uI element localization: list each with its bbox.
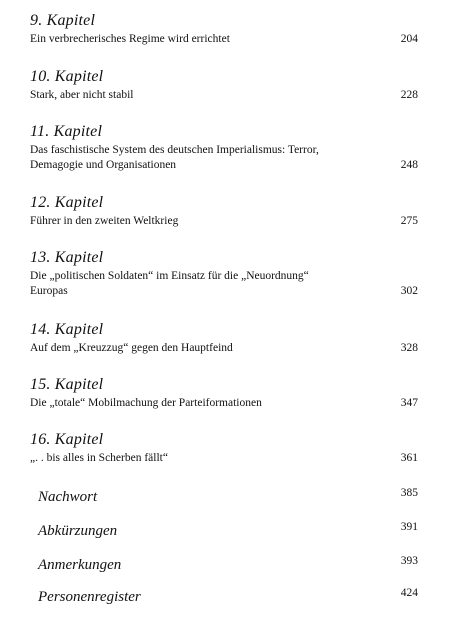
- toc-entry-anmerkungen: [38, 556, 418, 576]
- toc-entry-personenregister: [38, 588, 418, 608]
- chapter-title-line: Auf dem „Kreuzzug“ gegen den Hauptfeind: [30, 342, 233, 354]
- toc-entry-chapter-13: [30, 249, 418, 299]
- chapter-heading: 16. Kapitel: [30, 431, 104, 448]
- toc-entry-chapter-10: [30, 68, 418, 103]
- chapter-heading: 11. Kapitel: [30, 123, 103, 140]
- toc-entry-chapter-9: [30, 12, 418, 47]
- chapter-title-line: Die „totale“ Mobilmachung der Parteiformationen: [30, 397, 262, 409]
- chapter-title-line: „. . bis alles in Scherben fällt“: [30, 452, 168, 464]
- chapter-title-line: Demagogie und Organisationen: [30, 159, 177, 171]
- chapter-heading: 13. Kapitel: [30, 249, 104, 266]
- page-number: 361: [400, 452, 418, 464]
- page-number: 275: [400, 215, 418, 227]
- chapter-title-line: Stark, aber nicht stabil: [30, 89, 134, 101]
- page-number: 328: [400, 342, 418, 354]
- chapter-heading: 10. Kapitel: [30, 68, 104, 85]
- chapter-heading: 9. Kapitel: [30, 12, 96, 29]
- chapter-heading: 15. Kapitel: [30, 376, 104, 393]
- page-number: 347: [400, 397, 418, 409]
- chapter-title-line: Europas: [30, 285, 68, 297]
- chapter-title-line: Die „politischen Soldaten“ im Einsatz für die „Neuordnung“: [30, 270, 309, 282]
- toc-entry-chapter-16: [30, 431, 418, 466]
- page-number: 424: [400, 587, 418, 599]
- page-number: 228: [400, 89, 418, 101]
- toc-entry-chapter-12: [30, 194, 418, 229]
- page-number: 248: [400, 159, 418, 171]
- back-matter-label: Anmerkungen: [38, 557, 122, 573]
- back-matter-label: Abkürzungen: [38, 523, 118, 539]
- chapter-title-line: Das faschistische System des deutschen Imperialismus: Terror,: [30, 144, 319, 156]
- page-number: 391: [400, 521, 418, 533]
- page-number: 393: [400, 555, 418, 567]
- toc-entry-nachwort: [38, 488, 418, 508]
- page-number: 302: [400, 285, 418, 297]
- chapter-title-line: Führer in den zweiten Weltkrieg: [30, 215, 179, 227]
- back-matter-label: Nachwort: [38, 489, 98, 505]
- back-matter-label: Personenregister: [38, 589, 141, 605]
- chapter-title-line: Ein verbrecherisches Regime wird errichtet: [30, 33, 230, 45]
- toc-entry-chapter-11: [30, 123, 418, 173]
- chapter-heading: 14. Kapitel: [30, 321, 104, 338]
- page-number: 385: [400, 487, 418, 499]
- toc-entry-chapter-14: [30, 321, 418, 356]
- page-number: 204: [400, 33, 418, 45]
- toc-entry-abkuerzungen: [38, 522, 418, 542]
- chapter-heading: 12. Kapitel: [30, 194, 104, 211]
- toc-entry-chapter-15: [30, 376, 418, 411]
